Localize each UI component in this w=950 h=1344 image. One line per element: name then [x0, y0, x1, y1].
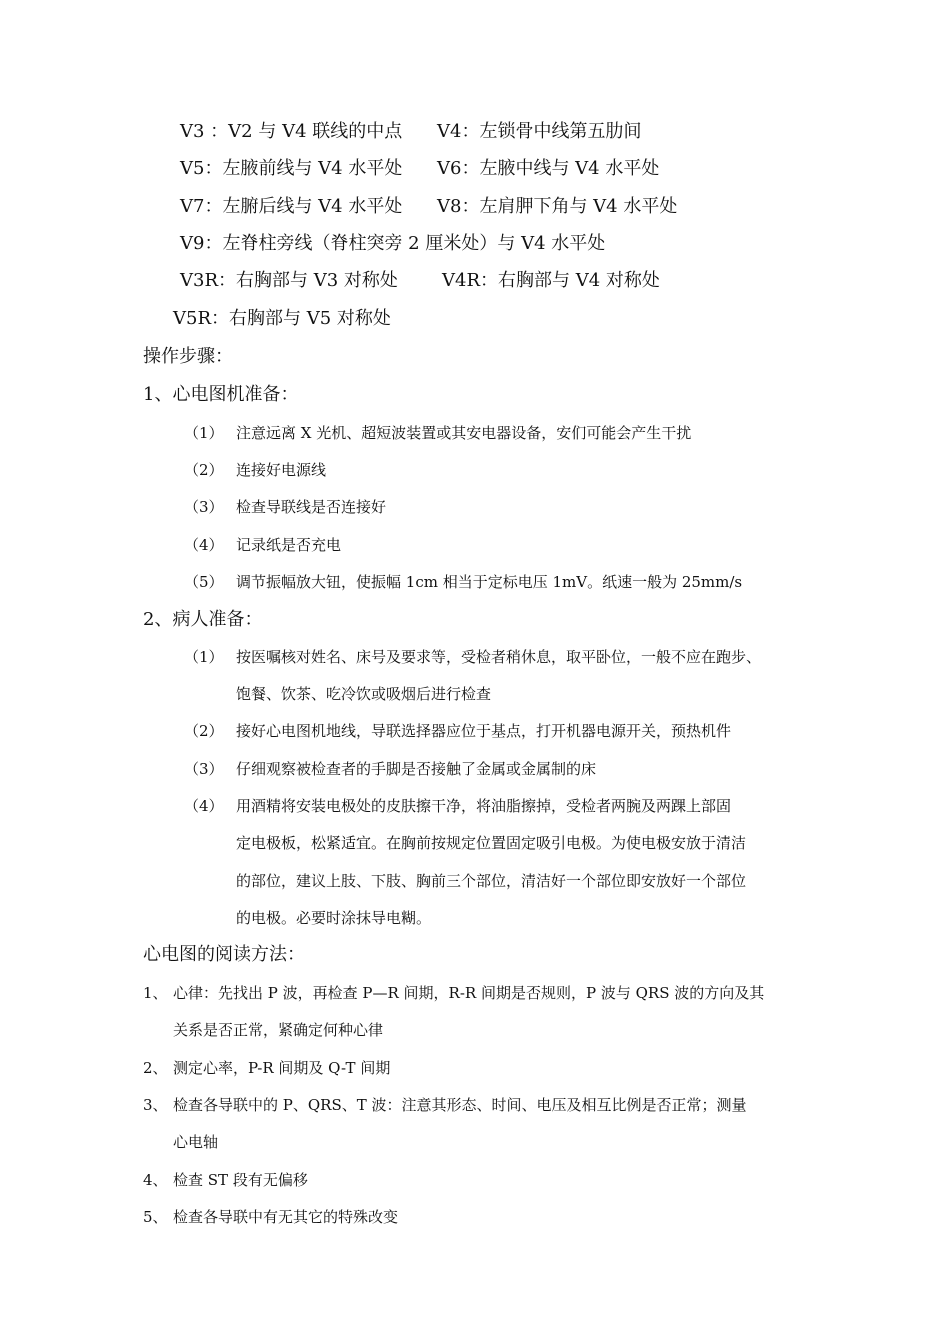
reading-title: 心电图的阅读方法： [143, 944, 305, 965]
reading-item-text: 检查各导联中有无其它的特殊改变 [173, 1208, 399, 1226]
section2-item-text: 的电极。必要时涂抹导电糊。 [236, 909, 432, 927]
lead-v4r: V4R：右胸部与 V4 对称处 [442, 270, 660, 291]
section1-item-text: 注意远离 X 光机、超短波装置或其安电器设备，安们可能会产生干扰 [236, 424, 692, 442]
lead-v8: V8：左肩胛下角与 V4 水平处 [437, 196, 678, 217]
section2-item-num: （3） [184, 760, 224, 778]
section2-item-num: （2） [184, 722, 224, 740]
section1-item-num: （4） [184, 536, 224, 554]
section1-item-num: （2） [184, 461, 224, 479]
reading-item-num: 3、 [143, 1096, 168, 1114]
section2-item-text: 按医嘱核对姓名、床号及要求等，受检者稍休息，取平卧位，一般不应在跑步、 [236, 648, 762, 666]
section1-item-text: 记录纸是否充电 [236, 536, 342, 554]
reading-item-text: 关系是否正常，紧确定何种心律 [173, 1021, 384, 1039]
lead-v7: V7：左腑后线与 V4 水平处 [180, 196, 403, 217]
lead-v6: V6：左腋中线与 V4 水平处 [437, 158, 660, 179]
reading-item-num: 5、 [143, 1208, 168, 1226]
reading-item-text: 测定心率，P-R 间期及 Q-T 间期 [173, 1059, 391, 1077]
section2-item-num: （4） [184, 797, 224, 815]
reading-item-num: 2、 [143, 1059, 168, 1077]
section1-item-text: 连接好电源线 [236, 461, 327, 479]
lead-v9: V9：左脊柱旁线（脊柱突旁 2 厘米处）与 V4 水平处 [180, 233, 606, 254]
section1-item-text: 调节振幅放大钮，使振幅 1cm 相当于定标电压 1mV。纸速一般为 25mm/s [236, 573, 743, 591]
section2-item-text: 饱餐、饮茶、吃冷饮或吸烟后进行检查 [236, 685, 492, 703]
reading-item-text: 检查 ST 段有无偏移 [173, 1171, 308, 1189]
section1-title: 1、心电图机准备： [143, 384, 299, 405]
reading-item-text: 检查各导联中的 P、QRS、T 波：注意其形态、时间、电压及相互比例是否正常；测量 [173, 1096, 747, 1114]
section2-item-text: 用酒精将安装电极处的皮肤擦干净，将油脂擦掉，受检者两腕及两踝上部固 [236, 797, 732, 815]
steps-title: 操作步骤： [143, 346, 233, 367]
section2-item-text: 的部位，建议上肢、下肢、胸前三个部位，清洁好一个部位即安放好一个部位 [236, 872, 747, 890]
lead-v4: V4：左锁骨中线第五肋间 [437, 121, 642, 142]
section2-title: 2、病人准备： [143, 609, 263, 630]
section2-item-text: 定电极板，松紧适宜。在胸前按规定位置固定吸引电极。为使电极安放于清洁 [236, 834, 747, 852]
section1-item-num: （3） [184, 498, 224, 516]
section1-item-text: 检查导联线是否连接好 [236, 498, 387, 516]
section2-item-num: （1） [184, 648, 224, 666]
reading-item-num: 1、 [143, 984, 168, 1002]
section2-item-text: 仔细观察被检查者的手脚是否接触了金属或金属制的床 [236, 760, 597, 778]
lead-v5r: V5R：右胸部与 V5 对称处 [173, 308, 391, 329]
section2-item-text: 接好心电图机地线，导联选择器应位于基点，打开机器电源开关，预热机件 [236, 722, 732, 740]
lead-v3: V3 ：V2 与 V4 联线的中点 [180, 121, 403, 142]
reading-item-num: 4、 [143, 1171, 168, 1189]
reading-item-text: 心电轴 [173, 1133, 219, 1151]
lead-v5: V5：左腋前线与 V4 水平处 [180, 158, 403, 179]
section1-item-num: （5） [184, 573, 224, 591]
reading-item-text: 心律：先找出 P 波，再检查 P—R 间期，R-R 间期是否规则，P 波与 QRS 波的方向及其 [173, 984, 765, 1002]
section1-item-num: （1） [184, 424, 224, 442]
lead-v3r: V3R：右胸部与 V3 对称处 [180, 270, 398, 291]
